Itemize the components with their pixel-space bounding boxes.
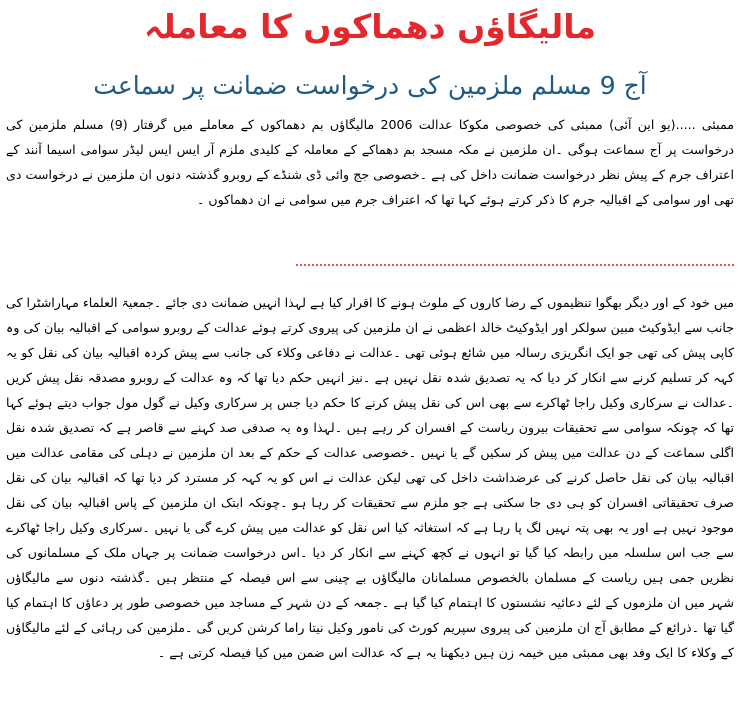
section-divider (296, 264, 734, 266)
subheadline: آج 9 مسلم ملزمین کی درخواست ضمانت پر سماعت (93, 71, 647, 100)
article-paragraph-1: ممبئی .....(یو این آئی) ممبئی کی خصوصی مکوکا عدالت 2006 مالیگاؤں بم دھماکوں کے معاملے میں گرفتار (9) مسلم ملزمین کی درخواست پر آج سماعت ہوگی ۔ان ملزمین نے مکہ مسجد بم دھماکے کے معاملہ کے کلیدی ملزم آر ایس ایس لیڈر سوامی اسیما آنند کے اعتراف جرم کے پیش نظر درخواست ضمانت داخل کی ہے ۔خصوصی جج وائی ڈی شنڈے کے روبرو گذشتہ دنوں ان ملزمین نے درخواست دی تھی اور سوامی کے اقبالیہ جرم کا ذکر کرتے ہوئے کہا تھا کہ اعتراف جرم میں سوامی نے ان دھماکوں ۔ (6, 117, 734, 207)
headline: مالیگاؤں دھماکوں کا معاملہ (143, 7, 597, 46)
article-paragraph-2: میں خود کے اور دیگر بھگوا تنظیموں کے رضا کاروں کے ملوث ہونے کا اقرار کیا ہے لہذا انہیں ضمانت دی جائے ۔جمعیۃ العلماء مہاراشٹرا کی جانب سے ایڈوکیٹ مبین سولکر اور ایڈوکیٹ خالد اعظمی نے ان ملزمین کی پیروی کرتے ہوئے عدالت کے روبرو سوامی کے اقبالیہ بیان کی وہ کاپی پیش کی تھی جو ایک انگریزی رسالہ میں شائع ہوئی تھی ۔عدالت نے دفاعی وکلاء کی جانب سے پیش کردہ اقبالیہ بیان کی نقل کو یہ کہہ کر تسلیم کرنے سے انکار کر دیا کہ یہ تصدیق شدہ نقل نہیں ہے ۔نیز انہیں حکم دیا تھا کہ وہ عدالت کے روبرو مصدقہ نقل پیش کریں ۔عدالت نے سرکاری وکیل راجا ٹھاکرے سے بھی اس کی نقل پیش کرنے کا حکم دیا جس پر سرکاری وکیل نے گول مول جواب دیتے ہوئے کہا تھا کہ چونکہ سوامی سے تحقیقات بیرون ریاست کے افسران کر رہے ہیں ۔لہذا وہ یہ صدفی صد کہنے سے قاصر ہے کہ تصدیق شدہ نقل اگلی سماعت کے دن عدالت میں پیش کر سکیں گے یا نہیں ۔خصوصی عدالت کے حکم کے بعد ان ملزمین نے دہلی کی مقامی عدالت میں اقبالیہ بیان کی نقل حاصل کرنے کی عرضداشت داخل کی تھی لیکن عدالت نے اس کو یہ کہہ کر مسترد کر دیا تھا کہ اقبالیہ بیان کی نقل صرف تحقیقاتی افسران کو ہی دی جا سکتی ہے جو ملزم سے تحقیقات کر رہا ہو ۔چونکہ ابتک ان ملزمین کے پاس اقبالیہ بیان کی نقل موجود نہیں ہے اور یہ بھی پتہ نہیں لگ پا رہا ہے کہ استغاثہ کیا اس نقل کو عدالت میں پیش کرے گی یا نہیں ۔سرکاری وکیل راجا ٹھاکرے سے جب اس سلسلہ میں رابطہ کیا گیا تو انہوں نے کچھ کہنے سے انکار کر دیا ۔اس درخواست ضمانت پر جہاں ملک کے مسلمانوں کی نظریں جمی ہیں ریاست کے مسلمان بالخصوص مسلمانان مالیگاؤں بے چینی سے اس فیصلہ کے منتظر ہیں ۔گذشتہ دنوں سے مالیگاؤں شہر میں ان ملزموں کے لئے دعائیہ نشستوں کا اہتمام کیا گیا ہے ۔جمعہ کے دن شہر کے مساجد میں خصوصی طور پر دعاؤں کا اہتمام کیا گیا تھا ۔ذرائع کے مطابق آج ان ملزمین کی پیروی سپریم کورٹ کی نامور وکیل نیتا راما کرشن کریں گی ۔ملزمین کی رہائی کے لئے مالیگاؤں کے وکلاء کا ایک وفد بھی ممبئی میں خیمہ زن ہیں دیکھنا یہ ہے کہ عدالت اس ضمن میں کیا فیصلہ کرتی ہے ۔ (6, 295, 734, 660)
